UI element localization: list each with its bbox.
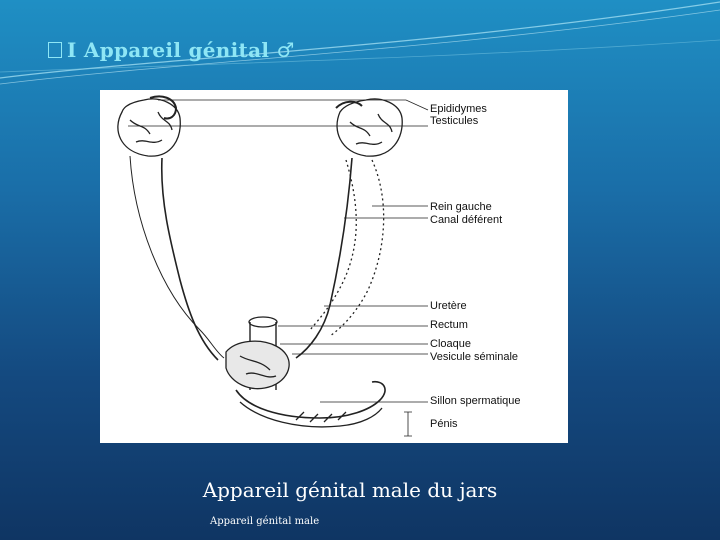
label-rein-gauche: Rein gauche (430, 201, 492, 213)
figure-caption: Appareil génital male du jars (202, 478, 498, 502)
slide-title (48, 38, 295, 62)
label-cloaque: Cloaque (430, 338, 471, 350)
label-penis: Pénis (430, 418, 458, 430)
label-epididymes: Epididymes (430, 103, 487, 115)
label-canal-deferent: Canal déférent (430, 214, 503, 226)
anatomy-drawing (100, 90, 568, 443)
footnote: Appareil génital male (210, 516, 320, 527)
anatomy-diagram (100, 90, 568, 443)
label-testicules: Testicules (430, 115, 479, 127)
label-sillon-spermatique: Sillon spermatique (430, 395, 521, 407)
label-uretere: Uretère (430, 300, 467, 312)
label-rectum: Rectum (430, 319, 468, 331)
label-vesicule-seminale: Vesicule séminale (430, 351, 519, 363)
checkbox-glyph-icon (48, 42, 62, 58)
slide-title-text: I Appareil génital ♂ (67, 38, 295, 62)
